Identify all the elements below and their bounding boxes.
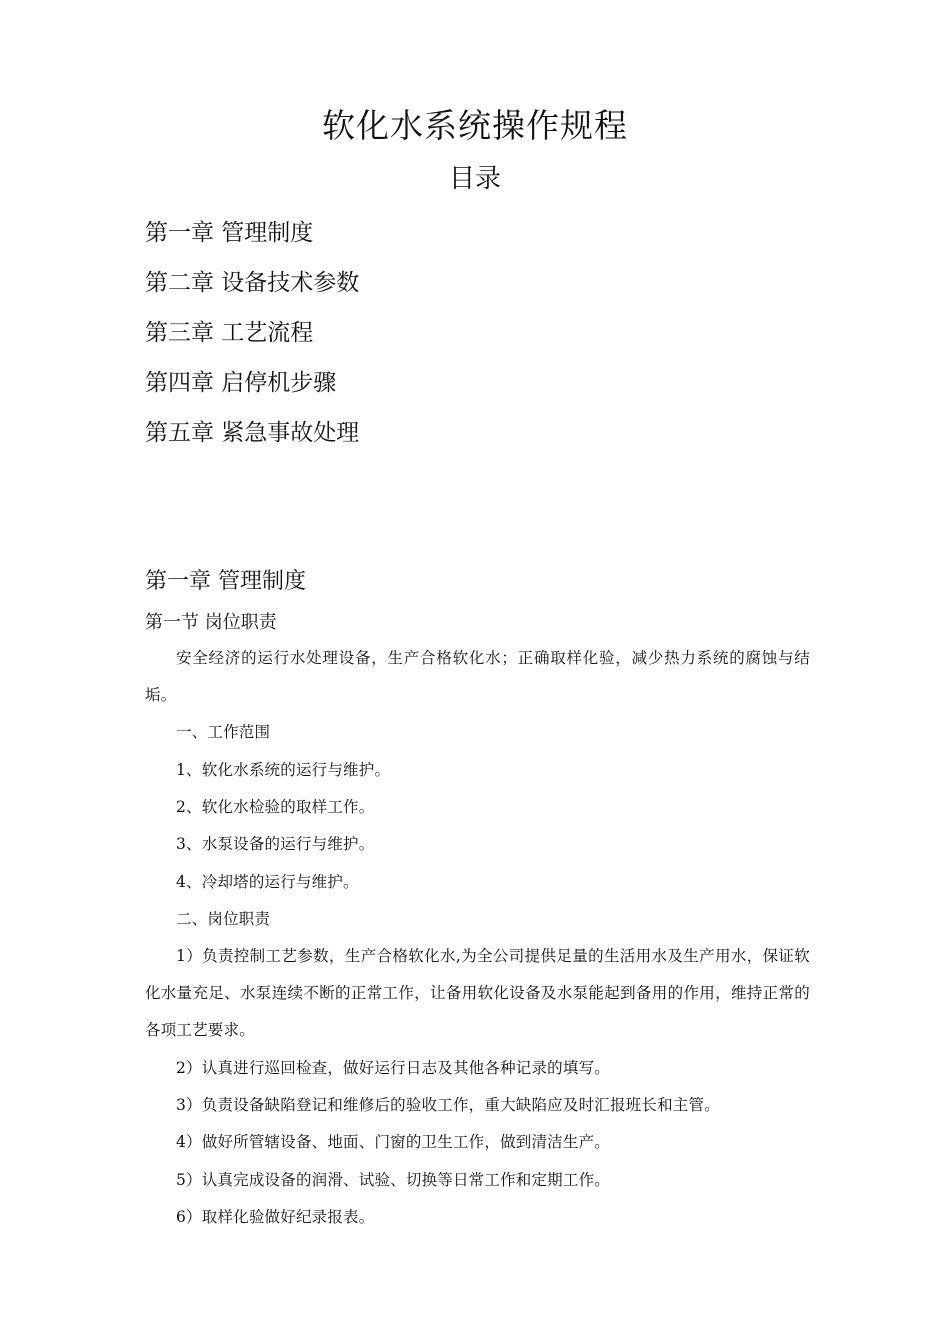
duty-item: 5）认真完成设备的润滑、试验、切换等日常工作和定期工作。	[176, 1171, 610, 1189]
intro-paragraph: 安全经济的运行水处理设备，生产合格软化水；正确取样化验，减少热力系统的腐蚀与结垢。	[145, 649, 810, 704]
toc-item-chapter-4: 第四章 启停机步骤	[145, 370, 337, 396]
section-heading: 第一节 岗位职责	[145, 612, 277, 633]
toc-item-chapter-1: 第一章 管理制度	[145, 220, 314, 246]
scope-heading: 一、工作范围	[176, 723, 271, 741]
toc-item-chapter-5: 第五章 紧急事故处理	[145, 420, 360, 446]
toc-item-chapter-2: 第二章 设备技术参数	[145, 270, 360, 296]
scope-item: 3、水泵设备的运行与维护。	[176, 835, 375, 853]
chapter-heading: 第一章 管理制度	[145, 569, 306, 594]
duties-heading: 二、岗位职责	[176, 910, 271, 928]
toc-item-chapter-3: 第三章 工艺流程	[145, 320, 314, 346]
scope-item: 2、软化水检验的取样工作。	[176, 798, 375, 816]
toc-title: 目录	[448, 164, 501, 194]
document-title: 软化水系统操作规程	[322, 106, 628, 145]
duty-item: 1）负责控制工艺参数，生产合格软化水,为全公司提供足量的生活用水及生产用水，保证软化水量充足、水泵连续不断的正常工作，让备用软化设备及水泵能起到备用的作用，维持正常的各项工艺要求。	[145, 947, 810, 1039]
duty-item: 3）负责设备缺陷登记和维修后的验收工作，重大缺陷应及时汇报班长和主管。	[176, 1096, 720, 1114]
duty-item: 2）认真进行巡回检查，做好运行日志及其他各种记录的填写。	[176, 1059, 610, 1077]
duty-item: 6）取样化验做好纪录报表。	[176, 1208, 375, 1226]
scope-item: 1、软化水系统的运行与维护。	[176, 761, 391, 779]
scope-item: 4、冷却塔的运行与维护。	[176, 873, 359, 891]
duty-item: 4）做好所管辖设备、地面、门窗的卫生工作，做到清洁生产。	[176, 1133, 610, 1151]
